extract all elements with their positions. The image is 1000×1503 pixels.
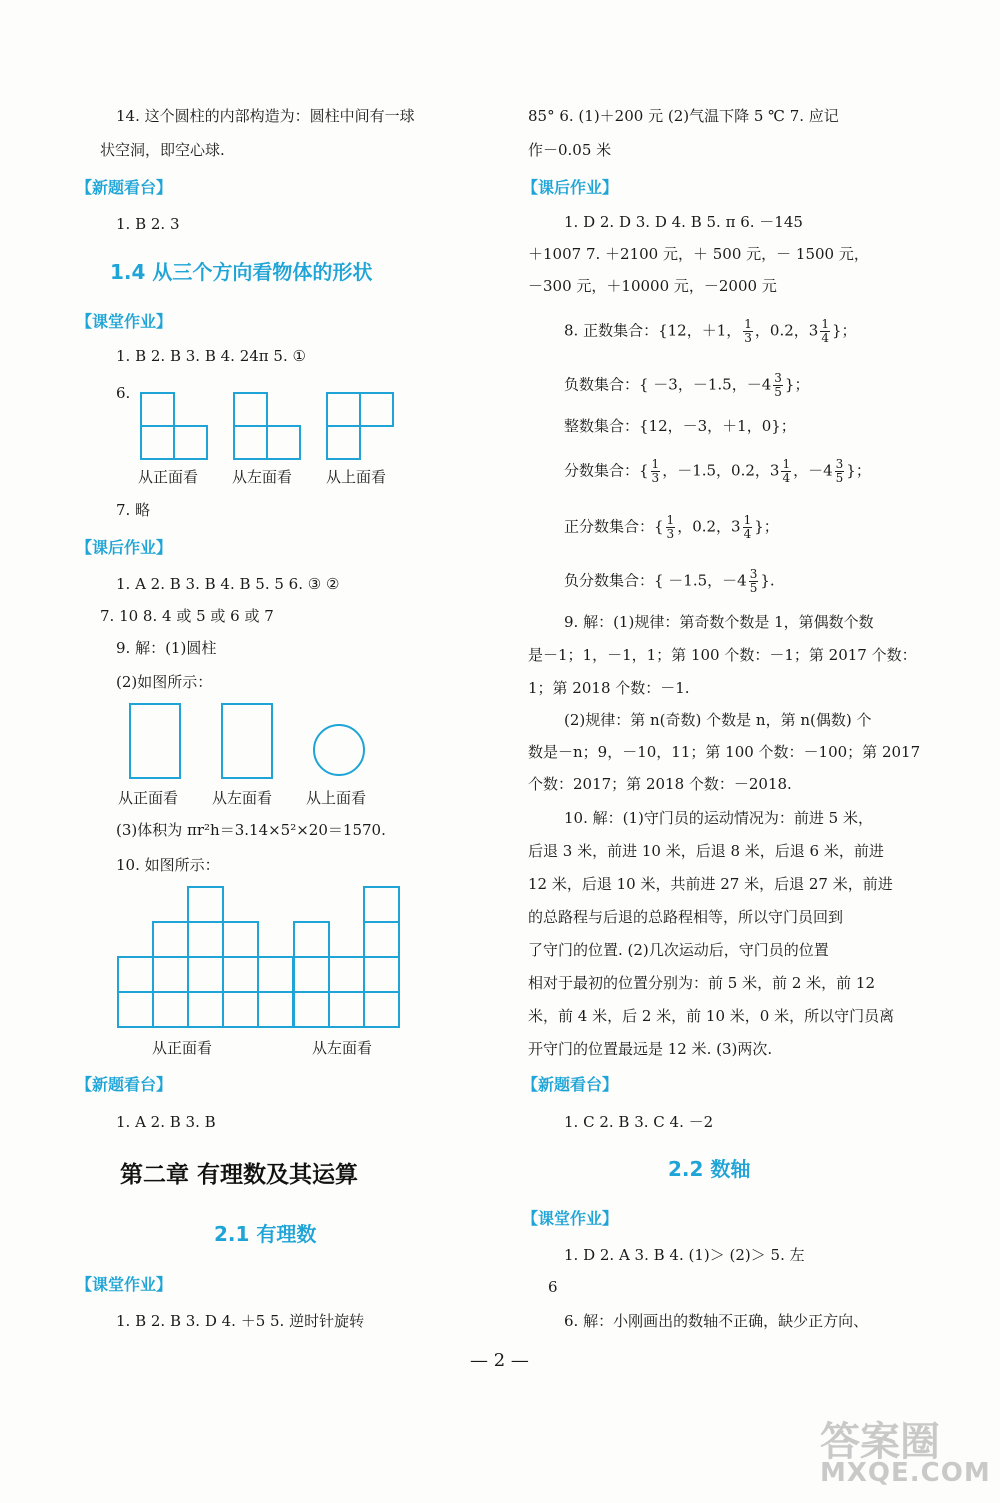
new-questions-answers-2: 1. A 2. B 3. B [116,1113,216,1131]
section-title-2-2: 2.2 数轴 [668,1157,751,1181]
homework2-line3: －300 元，＋10000 元，－2000 元 [528,277,777,295]
fig6-top-view [327,393,393,459]
new-questions-answers: 1. B 2. 3 [116,215,180,233]
q10r-line7: 米，前 4 米，后 2 米，前 10 米，0 米，所以守门员离 [528,1007,895,1025]
q14-line2: 状空洞，即空心球. [100,141,225,159]
fig6-front-view [141,393,207,459]
set-positive-b: ，0.2，3 [754,321,819,340]
set-negative: 负数集合：{ －3，－1.5，－4 $\frac{3}{5}$ }； [564,371,810,399]
set-fraction: 分数集合：{ $\frac{1}{3}$ ，－1.5，0.2，3 $\frac{1}{4}$ ，－4 $\frac{3}{5}$ }； [564,457,871,485]
q10r-line2: 后退 3 米，前进 10 米，后退 8 米，后退 6 米，前进 [528,842,884,860]
fig9-caption-front: 从正面看 [118,789,179,807]
fig6-caption-top: 从上面看 [326,468,387,486]
fraction: $\frac{1}{4}$ [782,457,791,485]
q9-line3: (3)体积为 πr²h＝3.14×5²×20＝1570. [116,821,386,839]
fraction: $\frac{1}{4}$ [821,317,829,345]
tag-classwork-2: 【课堂作业】 [76,1275,173,1294]
fig6-views [136,388,396,463]
q9r-line1: 9. 解：(1)规律：第奇数个数是 1，第偶数个数 [564,613,874,631]
fig9-left-rect [222,704,272,778]
q6r-line: 6. 解：小刚画出的数轴不正确，缺少正方向、 [564,1312,869,1330]
classwork3-line1: 1. D 2. A 3. B 4. (1)＞ (2)＞ 5. 左 [564,1246,805,1264]
q9-line2: (2)如图所示： [116,673,213,691]
q9r-line5: 数是－n；9，－10，11；第 100 个数：－100；第 2017 [528,743,921,761]
tag-homework-2: 【课后作业】 [522,178,619,197]
fraction: $\frac{3}{5}$ [749,567,758,595]
fraction: $\frac{1}{3}$ [744,317,752,345]
set-positive [564,318,857,345]
q9r-line6: 个数：2017；第 2018 个数：－2018. [528,775,792,793]
q10r-line5: 了守门的位置. (2)几次运动后，守门员的位置 [528,941,829,959]
fraction: $\frac{3}{5}$ [835,457,844,485]
homework-line2: 7. 10 8. 4 或 5 或 6 或 7 [100,607,274,625]
tag-classwork: 【课堂作业】 [76,312,173,331]
section-title-2-1: 2.1 有理数 [214,1222,317,1246]
fraction: $\frac{3}{5}$ [774,371,782,399]
q7: 7. 略 [116,501,151,519]
q10r-line1: 10. 解：(1)守门员的运动情况为：前进 5 米， [564,809,873,827]
homework2-line1: 1. D 2. D 3. D 4. B 5. π 6. －145 [564,213,803,231]
q10r-line4: 的总路程与后退的总路程相等，所以守门员回到 [528,908,844,926]
watermark-url: MXQE.COM [820,1458,991,1488]
q9r-line3: 1；第 2018 个数：－1. [528,679,690,697]
chapter-title: 第二章 有理数及其运算 [120,1162,359,1188]
classwork3-line2: 6 [548,1278,558,1296]
q6-label: 6. [116,384,131,402]
fig6-caption-left: 从左面看 [232,468,293,486]
q10r-line8: 开守门的位置最远是 12 米. (3)两次. [528,1040,773,1058]
fig9-views [126,700,396,782]
set-negative-fraction: 负分数集合：{ －1.5，－4 $\frac{3}{5}$ }. [564,567,775,595]
fraction: $\frac{1}{3}$ [666,513,675,541]
classwork-answers-2: 1. B 2. B 3. D 4. ＋5 5. 逆时针旋转 [116,1312,365,1330]
fig10-caption-left: 从左面看 [312,1039,373,1057]
q9-line1: 9. 解：(1)圆柱 [116,639,217,657]
cont-line1: 85° 6. (1)＋200 元 (2)气温下降 5 ℃ 7. 应记 [528,107,839,125]
fig9-top-circle [314,725,364,775]
fig6-caption-front: 从正面看 [138,468,199,486]
homework2-line2: ＋1007 7. ＋2100 元，＋ 500 元，－ 1500 元， [528,245,869,263]
fig6-left-view [234,393,300,459]
tag-homework: 【课后作业】 [76,538,173,557]
tag-classwork-3: 【课堂作业】 [522,1209,619,1228]
fig10-views [116,882,416,1032]
q10r-line6: 相对于最初的位置分别为：前 5 米，前 2 米，前 12 [528,974,876,992]
homework-line1: 1. A 2. B 3. B 4. B 5. 5 6. ③ ② [116,575,340,593]
page-number: — 2 — [470,1350,529,1371]
watermark-logo: 答案圈 [820,1419,940,1465]
tag-new-questions-2: 【新题看台】 [76,1075,173,1094]
fig10-caption-front: 从正面看 [152,1039,213,1057]
fig9-caption-left: 从左面看 [212,789,273,807]
q9r-line4: (2)规律：第 n(奇数) 个数是 n，第 n(偶数) 个 [564,711,872,729]
set-positive-a: 8. 正数集合：{12，＋1， [564,321,742,340]
q14-line1: 14. 这个圆柱的内部构造为：圆柱中间有一球 [116,107,415,125]
set-integer: 整数集合：{12，－3，＋1，0}； [564,417,796,435]
section-title-1-4: 1.4 从三个方向看物体的形状 [110,260,373,284]
fig9-caption-top: 从上面看 [306,789,367,807]
set-positive-c: }； [831,321,857,340]
classwork-answers: 1. B 2. B 3. B 4. 24π 5. ① [116,347,306,365]
fig9-front-rect [130,704,180,778]
cont-line2: 作－0.05 米 [528,141,612,159]
set-positive-fraction: 正分数集合：{ $\frac{1}{3}$ ，0.2，3 $\frac{1}{4}$ }； [564,513,779,541]
fraction: $\frac{1}{3}$ [651,457,660,485]
tag-new-questions: 【新题看台】 [76,178,173,197]
tag-new-questions-3: 【新题看台】 [522,1075,619,1094]
q10-label: 10. 如图所示： [116,856,220,874]
new-questions-answers-3: 1. C 2. B 3. C 4. －2 [564,1113,714,1131]
fig10-left-view [294,887,399,1027]
fraction: $\frac{1}{4}$ [743,513,752,541]
fig10-front-view [118,887,293,1027]
q10r-line3: 12 米，后退 10 米，共前进 27 米，后退 27 米，前进 [528,875,893,893]
q9r-line2: 是－1；1，－1，1；第 100 个数：－1；第 2017 个数： [528,646,917,664]
